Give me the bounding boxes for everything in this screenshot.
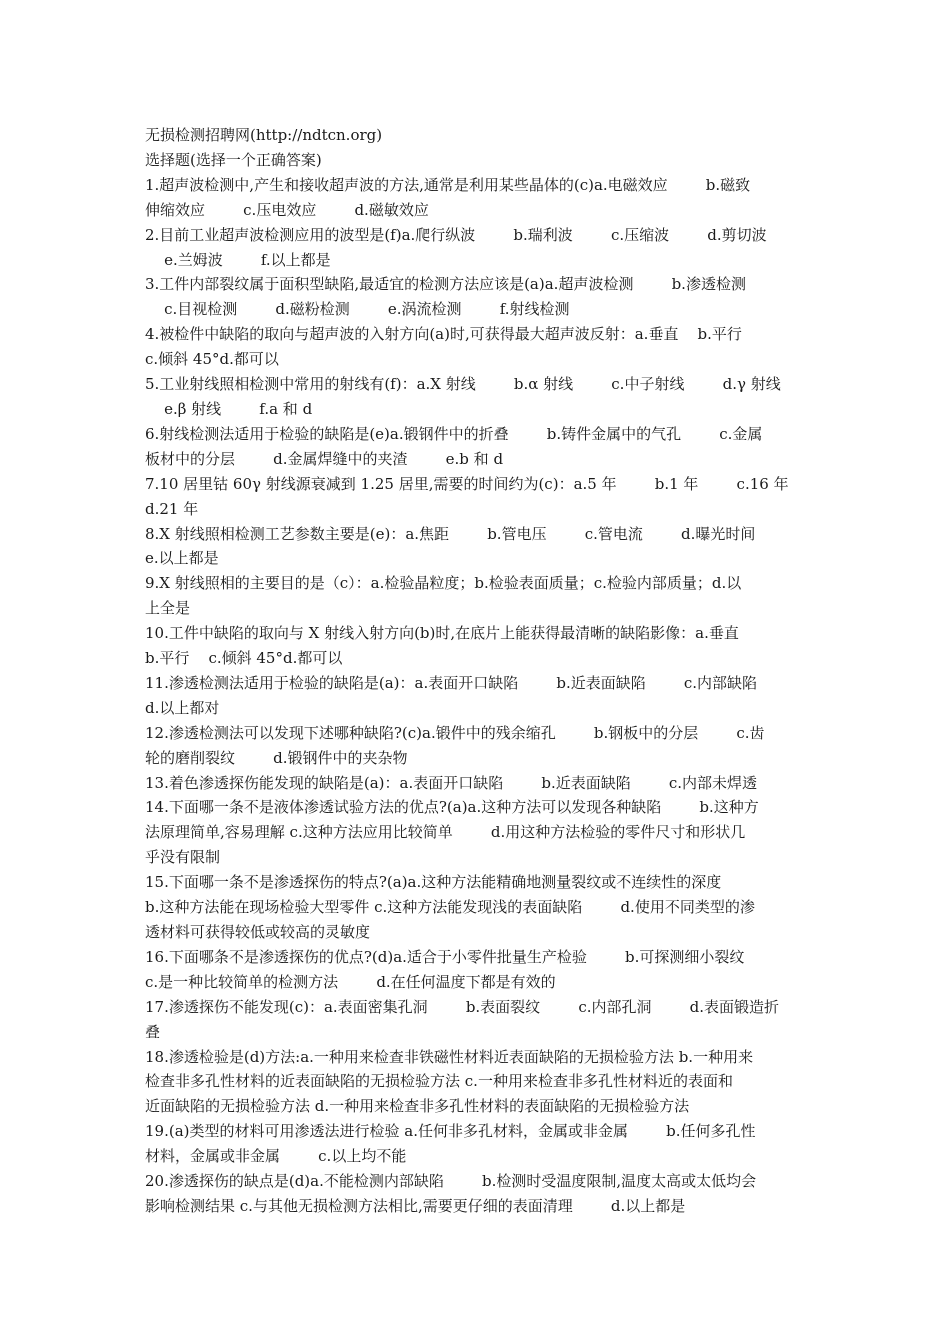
text-line: 叠 <box>145 1022 161 1041</box>
text-line: 1.超声波检测中,产生和接收超声波的方法,通常是利用某些晶体的(c)a.电磁效应 b.磁致 <box>145 175 751 194</box>
text-line: 18.渗透检验是(d)方法:a.一种用来检查非铁磁性材料近表面缺陷的无损检验方法 b.一种用来 <box>145 1047 754 1066</box>
text-line: 法原理简单,容易理解 c.这种方法应用比较简单 d.用这种方法检验的零件尺寸和形状几 <box>145 823 746 842</box>
text-line: e.β 射线 f.a 和 d <box>145 399 313 418</box>
text-line: b.这种方法能在现场检验大型零件 c.这种方法能发现浅的表面缺陷 d.使用不同类型的渗 <box>145 898 755 917</box>
site-header-line: 无损检测招聘网(http://ndtcn.org) <box>145 126 383 144</box>
section-title: 选择题(选择一个正确答案) <box>145 150 322 169</box>
text-line: 10.工件中缺陷的取向与 X 射线入射方向(b)时,在底片上能获得最清晰的缺陷影像：a.垂直 <box>145 624 739 643</box>
text-line: 影响检测结果 c.与其他无损检测方法相比,需要更仔细的表面清理 d.以上都是 <box>145 1196 686 1215</box>
text-line: 15.下面哪一条不是渗透探伤的特点?(a)a.这种方法能精确地测量裂纹或不连续性的深度 <box>145 873 722 892</box>
text-line: 5.工业射线照相检测中常用的射线有(f)：a.X 射线 b.α 射线 c.中子射线 d.γ 射线 <box>145 375 781 394</box>
text-line: d.以上都对 <box>145 698 220 717</box>
text-line: 3.工件内部裂纹属于面积型缺陷,最适宜的检测方法应该是(a)a.超声波检测 b.渗透检测 <box>145 275 746 294</box>
text-line: 材料，金属或非金属 c.以上均不能 <box>145 1147 407 1166</box>
text-line: 14.下面哪一条不是液体渗透试验方法的优点?(a)a.这种方法可以发现各种缺陷 b.这种方 <box>145 798 759 817</box>
text-line: 19.(a)类型的材料可用渗透法进行检验 a.任何非多孔材料，金属或非金属 b.任何多孔性 <box>145 1122 756 1141</box>
text-line: 乎没有限制 <box>145 848 221 867</box>
text-line: 12.渗透检测法可以发现下述哪种缺陷?(c)a.锻件中的残余缩孔 b.钢板中的分层 c.齿 <box>145 723 765 742</box>
text-line: b.平行 c.倾斜 45°d.都可以 <box>145 649 343 668</box>
text-line: 7.10 居里钴 60γ 射线源衰减到 1.25 居里,需要的时间约为(c)：a.5 年 b.1 年 c.16 年 <box>145 474 789 493</box>
text-line: 伸缩效应 c.压电效应 d.磁敏效应 <box>145 200 429 219</box>
text-line: 2.目前工业超声波检测应用的波型是(f)a.爬行纵波 b.瑞利波 c.压缩波 d.剪切波 <box>145 225 767 244</box>
text-line: 板材中的分层 d.金属焊缝中的夹渣 e.b 和 d <box>145 449 504 468</box>
text-line: 检查非多孔性材料的近表面缺陷的无损检验方法 c.一种用来检查非多孔性材料近的表面和 <box>145 1072 733 1091</box>
text-line: 近面缺陷的无损检验方法 d.一种用来检查非多孔性材料的表面缺陷的无损检验方法 <box>145 1097 690 1116</box>
text-line: 9.X 射线照相的主要目的是（c）：a.检验晶粒度；b.检验表面质量；c.检验内部质量；d.以 <box>145 574 742 593</box>
question-lines <box>145 173 810 1219</box>
text-line: 20.渗透探伤的缺点是(d)a.不能检测内部缺陷 b.检测时受温度限制,温度太高或太低均会 <box>145 1172 757 1191</box>
text-line: e.兰姆波 f.以上都是 <box>145 250 331 269</box>
text-line: 8.X 射线照相检测工艺参数主要是(e)：a.焦距 b.管电压 c.管电流 d.曝光时间 <box>145 524 756 543</box>
text-line: 4.被检件中缺陷的取向与超声波的入射方向(a)时,可获得最大超声波反射：a.垂直 b.平行 <box>145 325 742 344</box>
text-line: e.以上都是 <box>145 549 219 568</box>
text-line: c.倾斜 45°d.都可以 <box>145 350 279 369</box>
text-line: 11.渗透检测法适用于检验的缺陷是(a)：a.表面开口缺陷 b.近表面缺陷 c.内部缺陷 <box>145 673 758 692</box>
text-line: d.21 年 <box>145 499 199 518</box>
text-line: 13.着色渗透探伤能发现的缺陷是(a)：a.表面开口缺陷 b.近表面缺陷 c.内部未焊透 <box>145 773 758 792</box>
text-line: 上全是 <box>145 599 191 618</box>
text-line: c.目视检测 d.磁粉检测 e.涡流检测 f.射线检测 <box>145 300 570 319</box>
text-line: 透材料可获得较低或较高的灵敏度 <box>145 923 371 941</box>
text-line: 6.射线检测法适用于检验的缺陷是(e)a.锻钢件中的折叠 b.铸件金属中的气孔 c.金属 <box>145 424 763 443</box>
text-line: 17.渗透探伤不能发现(c)：a.表面密集孔洞 b.表面裂纹 c.内部孔洞 d.表面锻造折 <box>145 997 780 1016</box>
document-page <box>145 123 810 1219</box>
text-line: 轮的磨削裂纹 d.锻钢件中的夹杂物 <box>145 748 408 767</box>
text-line: c.是一种比较简单的检测方法 d.在任何温度下都是有效的 <box>145 972 556 991</box>
text-line: 16.下面哪条不是渗透探伤的优点?(d)a.适合于小零件批量生产检验 b.可探测细小裂纹 <box>145 947 745 966</box>
